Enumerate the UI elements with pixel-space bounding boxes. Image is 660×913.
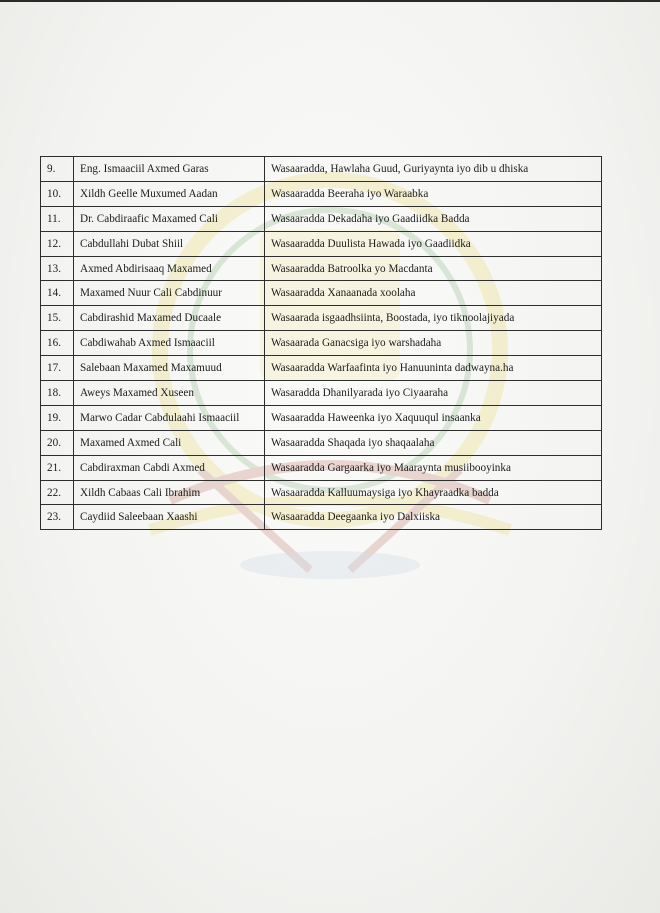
- ministry-name: Wasaradda Dhanilyarada iyo Ciyaaraha: [265, 381, 602, 406]
- ministry-name: Wasaaradda Warfaafinta iyo Hanuuninta dadwayna.ha: [265, 356, 602, 381]
- ministry-name: Wasaaradda Shaqada iyo shaqaalaha: [265, 430, 602, 455]
- row-number: 10.: [41, 181, 74, 206]
- ministry-name: Wasaarada isgaadhsiinta, Boostada, iyo tiknoolajiyada: [265, 306, 602, 331]
- table-row: [41, 181, 602, 206]
- ministry-name: Wasaaradda Batroolka yo Macdanta: [265, 256, 602, 281]
- top-border-line: [0, 0, 660, 2]
- table-row: [41, 381, 602, 406]
- row-number: 21.: [41, 455, 74, 480]
- ministry-name: Wasaaradda Kalluumaysiga iyo Khayraadka badda: [265, 480, 602, 505]
- ministers-table: [40, 156, 602, 530]
- table-row: [41, 306, 602, 331]
- minister-name: Axmed Abdirisaaq Maxamed: [74, 256, 265, 281]
- ministry-name: Wasaaradda Haweenka iyo Xaquuqul insaanka: [265, 405, 602, 430]
- minister-name: Eng. Ismaaciil Axmed Garas: [74, 157, 265, 182]
- row-number: 14.: [41, 281, 74, 306]
- ministry-name: Wasaaradda, Hawlaha Guud, Guriyaynta iyo dib u dhiska: [265, 157, 602, 182]
- minister-name: Marwo Cadar Cabdulaahi Ismaaciil: [74, 405, 265, 430]
- ministry-name: Wasaaradda Beeraha iyo Waraabka: [265, 181, 602, 206]
- ministry-name: Wasaaradda Duulista Hawada iyo Gaadiidka: [265, 231, 602, 256]
- table-row: [41, 505, 602, 530]
- table-row: [41, 206, 602, 231]
- minister-name: Xildh Cabaas Cali Ibrahim: [74, 480, 265, 505]
- table-row: [41, 281, 602, 306]
- row-number: 13.: [41, 256, 74, 281]
- table-row: [41, 256, 602, 281]
- ministry-name: Wasaarada Ganacsiga iyo warshadaha: [265, 331, 602, 356]
- minister-name: Aweys Maxamed Xuseen: [74, 381, 265, 406]
- ministry-name: Wasaaradda Gargaarka iyo Maaraynta musiibooyinka: [265, 455, 602, 480]
- row-number: 19.: [41, 405, 74, 430]
- row-number: 9.: [41, 157, 74, 182]
- table-row: [41, 331, 602, 356]
- row-number: 16.: [41, 331, 74, 356]
- row-number: 18.: [41, 381, 74, 406]
- ministry-name: Wasaaradda Deegaanka iyo Dalxiiska: [265, 505, 602, 530]
- minister-name: Maxamed Nuur Cali Cabdinuur: [74, 281, 265, 306]
- table-row: [41, 231, 602, 256]
- table-row: [41, 455, 602, 480]
- ministry-name: Wasaaradda Xanaanada xoolaha: [265, 281, 602, 306]
- minister-name: Cabdirashid Maxamed Ducaale: [74, 306, 265, 331]
- minister-name: Cabdiraxman Cabdi Axmed: [74, 455, 265, 480]
- minister-name: Dr. Cabdiraafic Maxamed Cali: [74, 206, 265, 231]
- minister-name: Caydiid Saleebaan Xaashi: [74, 505, 265, 530]
- row-number: 15.: [41, 306, 74, 331]
- row-number: 17.: [41, 356, 74, 381]
- row-number: 22.: [41, 480, 74, 505]
- minister-name: Cabdiwahab Axmed Ismaaciil: [74, 331, 265, 356]
- table-row: [41, 405, 602, 430]
- ministry-name: Wasaaradda Dekadaha iyo Gaadiidka Badda: [265, 206, 602, 231]
- minister-name: Salebaan Maxamed Maxamuud: [74, 356, 265, 381]
- minister-name: Xildh Geelle Muxumed Aadan: [74, 181, 265, 206]
- table-row: [41, 157, 602, 182]
- row-number: 11.: [41, 206, 74, 231]
- table-row: [41, 356, 602, 381]
- minister-name: Maxamed Axmed Cali: [74, 430, 265, 455]
- row-number: 12.: [41, 231, 74, 256]
- minister-name: Cabdullahi Dubat Shiil: [74, 231, 265, 256]
- ministers-table-body: [41, 157, 602, 530]
- row-number: 20.: [41, 430, 74, 455]
- table-row: [41, 480, 602, 505]
- table-row: [41, 430, 602, 455]
- row-number: 23.: [41, 505, 74, 530]
